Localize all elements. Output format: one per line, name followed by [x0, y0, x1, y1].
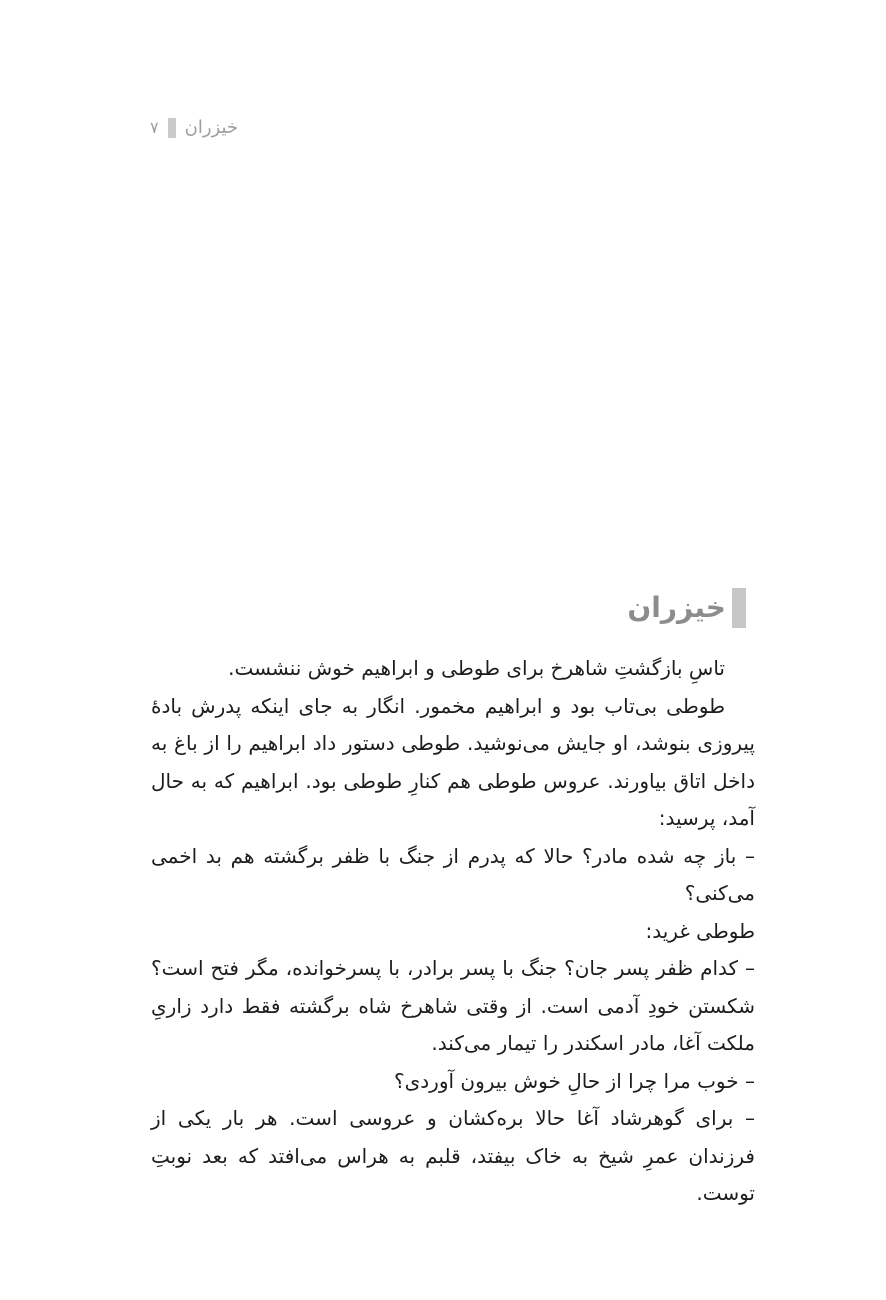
paragraph: طوطی بی‌تاب بود و ابراهیم مخمور. انگار به جای اینکه پدرش بادهٔ پیروزی بنوشد، او جایش می‌نوشید. طوطی دستور داد ابراهیم را از باغ به داخل اتاق بیاورند. عروس طوطی هم کنارِ طوطی بود. ابراهیم که به حال آمد، پرسید: — [151, 693, 755, 830]
page-number: ۷ — [150, 118, 159, 137]
paragraph: طوطی غرید: — [645, 918, 755, 943]
chapter-title: خیزران — [627, 591, 726, 624]
dialogue-line: – کدام ظفر پسر جان؟ جنگ با پسر برادر، با پسرخوانده، مگر فتح است؟ شکستن خودِ آدمی است. از وقتی شاهرخ شاه برگشته فقط دارد زاریِ ملکت آغا، مادر اسکندر را تیمار می‌کند. — [151, 956, 755, 1055]
running-header — [150, 116, 238, 140]
chapter-title-block — [732, 588, 746, 628]
running-header-book-title: خیزران — [184, 117, 238, 138]
chapter-heading — [627, 588, 746, 628]
dialogue-line: – برای گوهرشاد آغا حالا بره‌کشان و عروسی است. هر بار یکی از فرزندان عمرِ شیخ به خاک بیفتد، قلبم به هراس می‌افتد که بعد نوبتِ توست. — [151, 1106, 755, 1205]
body-text — [151, 650, 755, 1213]
header-separator-bar — [168, 118, 176, 138]
dialogue-line: – خوب مرا چرا از حالِ خوش بیرون آوردی؟ — [394, 1068, 755, 1093]
paragraph: تاسِ بازگشتِ شاهرخ برای طوطی و ابراهیم خوش ننشست. — [228, 656, 725, 680]
dialogue-line: – باز چه شده مادر؟ حالا که پدرم از جنگ با ظفر برگشته هم بد اخمی می‌کنی؟ — [151, 843, 755, 905]
